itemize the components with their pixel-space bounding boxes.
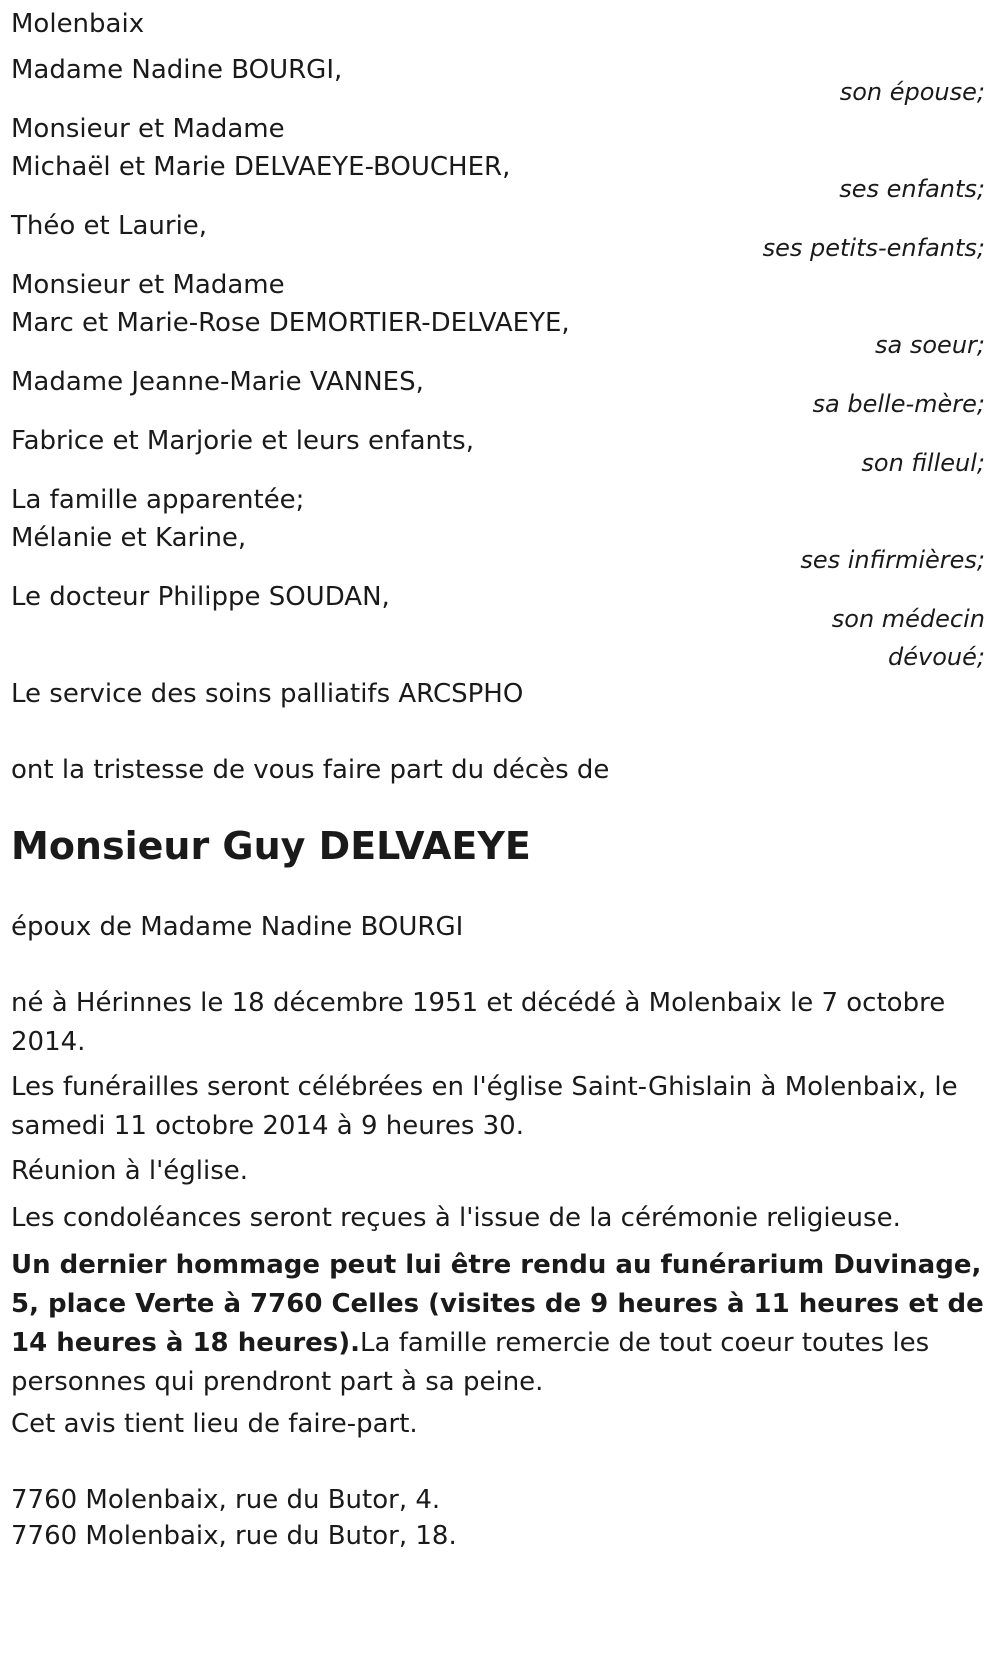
funeral-info: Les funérailles seront célébrées en l'église Saint-Ghislain à Molenbaix, le samedi 11 octobre 2014 à 9 heures 30. xyxy=(11,1072,958,1141)
announcement: ont la tristesse de vous faire part du décès de xyxy=(11,755,610,785)
birth-death: né à Hérinnes le 18 décembre 1951 et décédé à Molenbaix le 7 octobre 2014. xyxy=(11,988,946,1057)
family-name: Monsieur et Madame xyxy=(11,270,285,300)
family-name: Mélanie et Karine, xyxy=(11,523,247,553)
location-header: Molenbaix xyxy=(11,9,145,39)
condolences-info: Les condoléances seront reçues à l'issue de la cérémonie religieuse. xyxy=(11,1203,901,1233)
address-line: 7760 Molenbaix, rue du Butor, 4. xyxy=(11,1485,441,1515)
family-name: Madame Jeanne-Marie VANNES, xyxy=(11,367,424,397)
homage-bold: Un dernier hommage peut lui être rendu au funérarium Duvinage, 5, place Verte à 7760 Celles (visites de 9 heures à 11 heures et de 14 heures à 18 heures). xyxy=(11,1250,984,1358)
family-name: Michaël et Marie DELVAEYE-BOUCHER, xyxy=(11,152,511,182)
family-relation: son filleul; xyxy=(861,449,985,477)
notice-line: Cet avis tient lieu de faire-part. xyxy=(11,1409,418,1439)
family-relation: sa soeur; xyxy=(875,331,985,359)
family-relation: ses infirmières; xyxy=(800,546,985,574)
family-relation: dévoué; xyxy=(888,643,985,671)
address-line: 7760 Molenbaix, rue du Butor, 18. xyxy=(11,1521,457,1551)
family-name: Le service des soins palliatifs ARCSPHO xyxy=(11,679,524,709)
family-name: Madame Nadine BOURGI, xyxy=(11,55,343,85)
family-name: Fabrice et Marjorie et leurs enfants, xyxy=(11,426,474,456)
family-relation: sa belle-mère; xyxy=(812,390,985,418)
family-name: Monsieur et Madame xyxy=(11,114,285,144)
family-relation: son médecin xyxy=(831,605,985,633)
homage-rest: La famille remercie de tout coeur toutes les personnes qui prendront part à sa peine. xyxy=(11,1328,930,1397)
meeting-info: Réunion à l'église. xyxy=(11,1156,249,1186)
family-name: Le docteur Philippe SOUDAN, xyxy=(11,582,390,612)
family-name: Marc et Marie-Rose DEMORTIER-DELVAEYE, xyxy=(11,308,570,338)
spouse-line: époux de Madame Nadine BOURGI xyxy=(11,912,464,942)
family-relation: son épouse; xyxy=(839,78,985,106)
family-relation: ses petits-enfants; xyxy=(762,234,985,262)
family-name: Théo et Laurie, xyxy=(11,211,208,241)
deceased-name: Monsieur Guy DELVAEYE xyxy=(11,824,531,868)
family-relation: ses enfants; xyxy=(839,175,985,203)
family-name: La famille apparentée; xyxy=(11,485,305,515)
homage-paragraph xyxy=(11,1246,986,1402)
